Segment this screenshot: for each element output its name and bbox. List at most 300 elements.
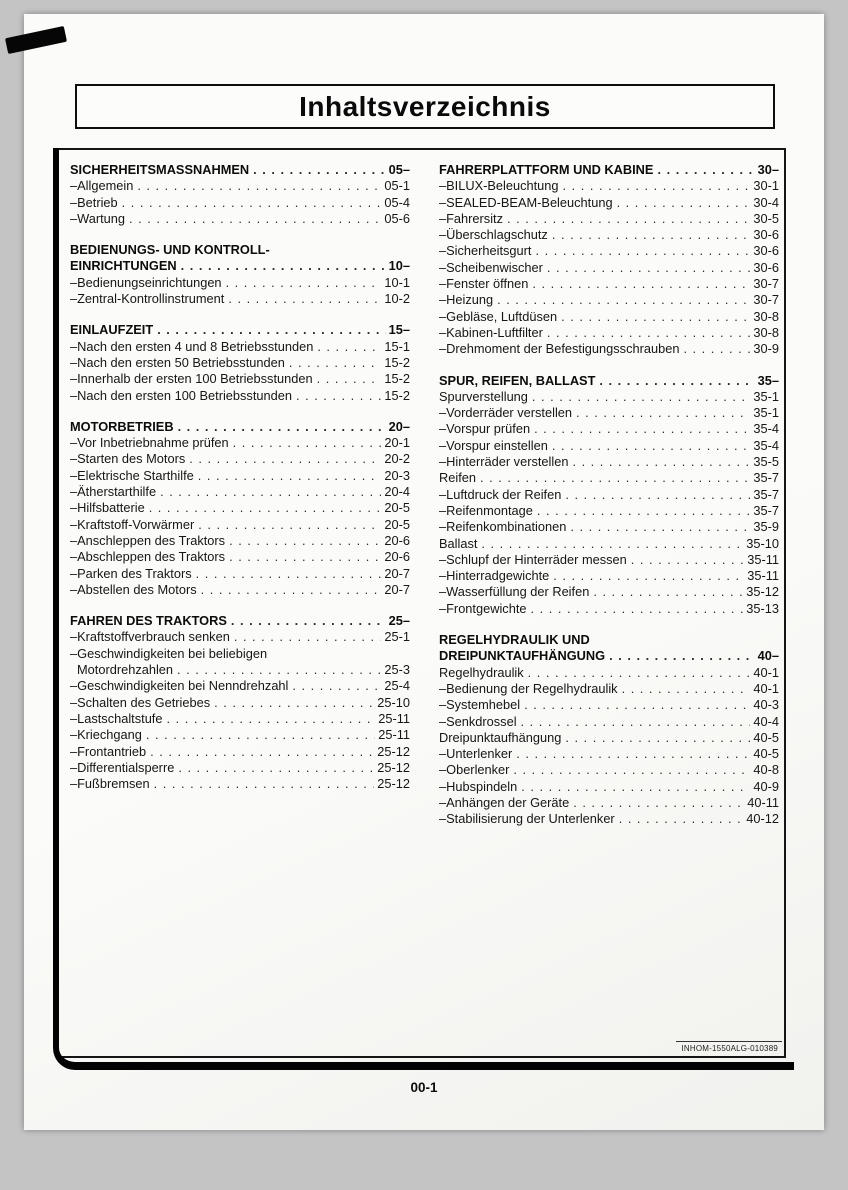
toc-entry-row: [439, 601, 779, 617]
dot-leader: [561, 309, 750, 325]
toc-page-ref: 30-6: [753, 243, 779, 259]
dot-leader: [552, 438, 751, 454]
toc-entry-row: [70, 371, 410, 387]
dot-leader: [226, 275, 382, 291]
dot-leader: [154, 776, 375, 792]
title-box: [75, 84, 775, 129]
dot-leader: [229, 533, 381, 549]
dot-leader: [201, 582, 382, 598]
toc-heading-row: [439, 648, 779, 664]
toc-label: Regelhydraulik: [439, 664, 524, 680]
toc-entry-row: [439, 470, 779, 486]
toc-entry-row: [439, 178, 779, 194]
toc-page-ref: 35-7: [753, 470, 779, 486]
toc-entry-row: [70, 711, 410, 727]
dot-leader: [631, 552, 744, 568]
toc-entry-row: [439, 276, 779, 292]
toc-label: –Bedienung der Regelhydraulik: [439, 680, 618, 696]
dot-leader: [622, 681, 751, 697]
toc-entry-row: [439, 665, 779, 681]
dot-leader: [177, 662, 381, 678]
toc-section: [439, 162, 779, 358]
dot-leader: [292, 678, 381, 694]
toc-page-ref: 25-11: [378, 710, 410, 726]
toc-label: SPUR, REIFEN, BALLAST: [439, 372, 596, 388]
toc-page-ref: 30-5: [753, 210, 779, 226]
dot-leader: [289, 355, 382, 371]
toc-label: –Anschleppen des Traktors: [70, 532, 226, 548]
toc-label: SICHERHEITSMASSNAHMEN: [70, 162, 250, 177]
toc-page-ref: 25-3: [384, 662, 410, 678]
toc-label: –Frontantrieb: [70, 743, 147, 759]
toc-entry-row: [70, 435, 410, 451]
toc-page-ref: 35-5: [753, 454, 779, 470]
toc-entry-row: [439, 389, 779, 405]
toc-heading-row: [70, 258, 410, 274]
toc-heading-row: [70, 322, 410, 338]
dot-leader: [137, 178, 381, 194]
toc-page-ref: 35-4: [753, 421, 779, 437]
toc-entry-row: [70, 566, 410, 582]
dot-leader: [122, 195, 382, 211]
toc-page-ref: 35-1: [753, 405, 779, 421]
dot-leader: [480, 470, 750, 486]
dot-leader: [214, 695, 374, 711]
dot-leader: [563, 178, 751, 194]
toc-page-ref: 20-5: [384, 516, 410, 532]
toc-section: [439, 373, 779, 617]
toc-entry-row: [439, 697, 779, 713]
dot-leader: [531, 601, 744, 617]
dot-leader: [178, 760, 374, 776]
toc-page-ref: 35-11: [747, 551, 779, 567]
dot-leader: [166, 711, 375, 727]
toc-label: –Ätherstarthilfe: [70, 484, 157, 500]
toc-label: BEDIENUNGS- UND KONTROLL-: [70, 242, 270, 258]
dot-leader: [231, 613, 386, 629]
toc-page-ref: 20-4: [384, 484, 410, 500]
toc-label: –Reifenkombinationen: [439, 519, 567, 535]
dot-leader: [552, 227, 751, 243]
toc-label: –Heizung: [439, 292, 494, 308]
toc-entry-row: [439, 292, 779, 308]
toc-page-ref: 20-1: [384, 435, 410, 451]
dot-leader: [181, 258, 386, 274]
toc-page-ref: 20-3: [384, 467, 410, 483]
toc-page-ref: 10-2: [384, 291, 410, 307]
toc-label: Motordrehzahlen: [77, 662, 174, 678]
toc-page-ref: 40-8: [753, 762, 779, 778]
dot-leader: [547, 260, 751, 276]
toc-entry-row: [70, 695, 410, 711]
toc-label: –Gebläse, Luftdüsen: [439, 308, 558, 324]
toc-label: –Vorderräder verstellen: [439, 405, 573, 421]
toc-page-ref: 30-7: [753, 292, 779, 308]
toc-label: –Zentral-Kontrollinstrument: [70, 291, 225, 307]
toc-label: –Anhängen der Geräte: [439, 794, 570, 810]
dot-leader: [609, 648, 755, 664]
toc-label: –Lastschaltstufe: [70, 710, 163, 726]
dot-leader: [573, 795, 744, 811]
toc-page-ref: 25-12: [377, 743, 410, 759]
toc-page-ref: 40-1: [753, 664, 779, 680]
toc-entry-row: [70, 629, 410, 645]
toc-label: –Allgemein: [70, 178, 134, 194]
toc-page-ref: 30-1: [753, 178, 779, 194]
toc-entry-row: [439, 260, 779, 276]
toc-label: REGELHYDRAULIK UND: [439, 632, 590, 648]
toc-entry-row: [70, 468, 410, 484]
toc-label: –Senkdrossel: [439, 713, 517, 729]
toc-label: –Abstellen des Motors: [70, 581, 197, 597]
toc-page-ref: 10-1: [384, 274, 410, 290]
toc-entry-row: [70, 727, 410, 743]
dot-leader: [532, 276, 750, 292]
toc-label: –Hilfsbatterie: [70, 500, 145, 516]
toc-label: –Überschlagschutz: [439, 227, 548, 243]
toc-entry-row: [439, 681, 779, 697]
toc-page-ref: 05-4: [384, 194, 410, 210]
toc-column: [439, 162, 779, 843]
footer-code: INHOM-1550ALG-010389: [676, 1041, 783, 1054]
toc-heading-row: [70, 242, 410, 258]
dot-leader: [576, 405, 750, 421]
toc-page-ref: 20-7: [384, 565, 410, 581]
toc-entry-row: [439, 536, 779, 552]
dot-leader: [572, 454, 750, 470]
toc-label: –Nach den ersten 100 Betriebsstunden: [70, 387, 292, 403]
toc-page-ref: 15-2: [384, 354, 410, 370]
toc-section: [70, 322, 410, 403]
toc-page-ref: 35-11: [747, 568, 779, 584]
dot-leader: [233, 435, 382, 451]
toc-page-ref: 40-9: [753, 778, 779, 794]
dot-leader: [535, 243, 750, 259]
toc-entry-row: [439, 730, 779, 746]
toc-page-ref: 40-5: [753, 746, 779, 762]
toc-label: –Betrieb: [70, 194, 118, 210]
dot-leader: [565, 730, 750, 746]
toc-entry-row: [439, 454, 779, 470]
toc-label: –Hinterräder verstellen: [439, 454, 569, 470]
dot-leader: [593, 584, 743, 600]
toc-label: Ballast: [439, 535, 478, 551]
toc-entry-row: [439, 746, 779, 762]
dot-leader: [565, 487, 750, 503]
dot-leader: [229, 549, 381, 565]
toc-entry-row: [70, 646, 410, 662]
dot-leader: [521, 714, 751, 730]
toc-entry-row: [439, 568, 779, 584]
toc-label: –Vorspur prüfen: [439, 421, 531, 437]
dot-leader: [513, 762, 750, 778]
toc-page-ref: 25-12: [377, 776, 410, 792]
toc-entry-row: [70, 195, 410, 211]
toc-page-ref: 30-8: [753, 324, 779, 340]
toc-label: –Geschwindigkeiten bei Nenndrehzahl: [70, 678, 289, 694]
toc-page-ref: 05-6: [384, 210, 410, 226]
dot-leader: [317, 371, 382, 387]
toc-entry-row: [70, 355, 410, 371]
toc-section: [70, 162, 410, 227]
toc-entry-row: [70, 678, 410, 694]
dot-leader: [178, 419, 386, 435]
toc-page-ref: 40-11: [747, 794, 779, 810]
page-title: Inhaltsverzeichnis: [299, 90, 551, 122]
toc-entry-row: [439, 811, 779, 827]
toc-page-ref: 15-1: [384, 338, 410, 354]
toc-page-ref: 35-9: [753, 519, 779, 535]
toc-label: EINLAUFZEIT: [70, 322, 154, 338]
toc-entry-row: [70, 211, 410, 227]
toc-page-ref: 15-2: [384, 387, 410, 403]
toc-page-ref: 35–: [757, 372, 779, 388]
toc-label: –Frontgewichte: [439, 600, 527, 616]
toc-page-ref: 25-4: [384, 678, 410, 694]
toc-columns: [59, 150, 784, 843]
toc-heading-row: [70, 162, 410, 178]
toc-entry-row: [70, 484, 410, 500]
toc-page-ref: 25-10: [377, 694, 410, 710]
toc-section: [70, 242, 410, 307]
toc-entry-row: [439, 487, 779, 503]
toc-page-ref: 40–: [757, 648, 779, 664]
toc-page-ref: 40-4: [753, 713, 779, 729]
dot-leader: [149, 500, 382, 516]
dot-leader: [521, 779, 750, 795]
toc-entry-row: [70, 178, 410, 194]
toc-entry-row: [70, 388, 410, 404]
toc-entry-row: [70, 533, 410, 549]
toc-entry-row: [439, 405, 779, 421]
toc-frame: [57, 148, 786, 1058]
toc-label: MOTORBETRIEB: [70, 418, 174, 434]
dot-leader: [528, 665, 751, 681]
toc-entry-row: [439, 552, 779, 568]
toc-page-ref: 20-5: [384, 500, 410, 516]
toc-entry-row: [439, 714, 779, 730]
toc-entry-row: [70, 582, 410, 598]
dot-leader: [228, 291, 381, 307]
toc-page-ref: 35-7: [753, 502, 779, 518]
toc-label: –Scheibenwischer: [439, 259, 543, 275]
toc-page-ref: 35-4: [753, 437, 779, 453]
toc-page-ref: 30-8: [753, 308, 779, 324]
toc-entry-row: [439, 195, 779, 211]
toc-page-ref: 30-9: [753, 341, 779, 357]
toc-entry-row: [439, 503, 779, 519]
toc-page-ref: 30-6: [753, 227, 779, 243]
toc-entry-row: [439, 421, 779, 437]
dot-leader: [534, 421, 750, 437]
toc-label: –Nach den ersten 4 und 8 Betriebsstunden: [70, 338, 314, 354]
toc-entry-row: [439, 309, 779, 325]
toc-page-ref: 05–: [388, 162, 410, 177]
toc-label: –Drehmoment der Befestigungsschrauben: [439, 341, 680, 357]
toc-entry-row: [439, 325, 779, 341]
dot-leader: [683, 341, 750, 357]
toc-label: –Kraftstoff-Vorwärmer: [70, 516, 195, 532]
toc-label: –Vor Inbetriebnahme prüfen: [70, 435, 229, 451]
toc-entry-row: [70, 760, 410, 776]
toc-label: DREIPUNKTAUFHÄNGUNG: [439, 648, 606, 664]
toc-page-ref: 40-1: [753, 680, 779, 696]
dot-leader: [619, 811, 744, 827]
toc-page-ref: 30-6: [753, 259, 779, 275]
toc-label: –Wasserfüllung der Reifen: [439, 584, 590, 600]
dot-leader: [599, 373, 754, 389]
dot-leader: [317, 339, 381, 355]
toc-page-ref: 30–: [757, 162, 779, 177]
toc-page-ref: 05-1: [384, 178, 410, 194]
dot-leader: [617, 195, 751, 211]
toc-page-ref: 20-7: [384, 581, 410, 597]
toc-entry-row: [439, 227, 779, 243]
toc-page-ref: 20-6: [384, 532, 410, 548]
toc-entry-row: [70, 275, 410, 291]
toc-label: FAHREN DES TRAKTORS: [70, 613, 227, 629]
dot-leader: [129, 211, 381, 227]
toc-label: –Geschwindigkeiten bei beliebigen: [70, 645, 268, 661]
toc-label: –Sicherheitsgurt: [439, 243, 532, 259]
dot-leader: [160, 484, 381, 500]
toc-heading-row: [439, 373, 779, 389]
toc-page-ref: 15-2: [384, 371, 410, 387]
toc-page-ref: 25-12: [377, 759, 410, 775]
dot-leader: [157, 322, 385, 338]
toc-label: –Kabinen-Luftfilter: [439, 324, 543, 340]
toc-label: –BILUX-Beleuchtung: [439, 178, 559, 194]
toc-page-ref: 35-1: [753, 388, 779, 404]
dot-leader: [296, 388, 381, 404]
toc-label: –Innerhalb der ersten 100 Betriebsstunden: [70, 371, 313, 387]
dot-leader: [570, 519, 750, 535]
toc-label: –Fenster öffnen: [439, 276, 529, 292]
toc-entry-row: [439, 762, 779, 778]
toc-entry-row: [70, 500, 410, 516]
toc-page-ref: 20-2: [384, 451, 410, 467]
toc-label: –Fahrersitz: [439, 210, 504, 226]
toc-entry-row: [439, 243, 779, 259]
toc-heading-row: [439, 162, 779, 178]
dot-leader: [481, 536, 743, 552]
toc-entry-row: [70, 744, 410, 760]
toc-label: Reifen: [439, 470, 476, 486]
toc-label: Dreipunktaufhängung: [439, 729, 562, 745]
toc-label: –Bedienungseinrichtungen: [70, 274, 222, 290]
dot-leader: [507, 211, 750, 227]
toc-label: –Reifenmontage: [439, 502, 533, 518]
toc-label: Spurverstellung: [439, 388, 528, 404]
toc-label: –Wartung: [70, 210, 126, 226]
toc-page-ref: 10–: [388, 258, 410, 274]
toc-label: –Hubspindeln: [439, 778, 518, 794]
toc-entry-row: [439, 795, 779, 811]
toc-page-ref: 20–: [388, 418, 410, 434]
scan-artifact-mark: [5, 26, 67, 54]
toc-entry-row: [439, 341, 779, 357]
dot-leader: [189, 451, 381, 467]
toc-label: –Luftdruck der Reifen: [439, 486, 562, 502]
toc-entry-row: [70, 662, 410, 678]
toc-label: –Stabilisierung der Unterlenker: [439, 811, 615, 827]
toc-heading-row: [70, 419, 410, 435]
toc-heading-row: [439, 632, 779, 648]
toc-entry-row: [70, 517, 410, 533]
toc-column: [70, 162, 410, 843]
toc-label: –Schalten des Getriebes: [70, 694, 211, 710]
toc-label: –SEALED-BEAM-Beleuchtung: [439, 194, 613, 210]
toc-entry-row: [439, 211, 779, 227]
dot-leader: [657, 162, 754, 178]
toc-page-ref: 25-1: [384, 629, 410, 645]
toc-heading-row: [70, 613, 410, 629]
dot-leader: [234, 629, 382, 645]
toc-label: –Kriechgang: [70, 727, 142, 743]
toc-label: –Parken des Traktors: [70, 565, 192, 581]
toc-label: –Hinterradgewichte: [439, 568, 550, 584]
toc-page-ref: 25–: [388, 613, 410, 629]
toc-entry-row: [70, 776, 410, 792]
toc-label: –Abschleppen des Traktors: [70, 549, 226, 565]
toc-page-ref: 30-7: [753, 276, 779, 292]
toc-page-ref: 35-7: [753, 486, 779, 502]
paper: [24, 14, 824, 1130]
toc-label: –Nach den ersten 50 Betriebsstunden: [70, 354, 285, 370]
dot-leader: [516, 746, 750, 762]
toc-label: EINRICHTUNGEN: [70, 258, 177, 274]
toc-section: [439, 632, 779, 828]
toc-label: –Vorspur einstellen: [439, 437, 548, 453]
toc-page-ref: 30-4: [753, 194, 779, 210]
page-number: 00-1: [410, 1080, 438, 1095]
dot-leader: [150, 744, 374, 760]
toc-entry-row: [439, 438, 779, 454]
toc-page-ref: 35-12: [746, 584, 779, 600]
toc-entry-row: [70, 339, 410, 355]
dot-leader: [547, 325, 751, 341]
toc-entry-row: [439, 584, 779, 600]
dot-leader: [198, 517, 381, 533]
toc-page-ref: 15–: [388, 322, 410, 338]
dot-leader: [553, 568, 744, 584]
toc-label: FAHRERPLATTFORM UND KABINE: [439, 162, 654, 177]
toc-page-ref: 40-3: [753, 697, 779, 713]
toc-label: –Starten des Motors: [70, 451, 186, 467]
toc-entry-row: [70, 451, 410, 467]
dot-leader: [524, 697, 750, 713]
dot-leader: [537, 503, 750, 519]
toc-label: –Schlupf der Hinterräder messen: [439, 551, 627, 567]
dot-leader: [196, 566, 382, 582]
toc-label: –Unterlenker: [439, 746, 513, 762]
toc-entry-row: [70, 549, 410, 565]
toc-label: –Kraftstoffverbrauch senken: [70, 629, 230, 645]
toc-page-ref: 40-5: [753, 729, 779, 745]
toc-entry-row: [70, 291, 410, 307]
dot-leader: [532, 389, 750, 405]
dot-leader: [146, 727, 375, 743]
dot-leader: [497, 292, 750, 308]
toc-page-ref: 25-11: [378, 727, 410, 743]
toc-entry-row: [439, 519, 779, 535]
toc-label: –Differentialsperre: [70, 759, 175, 775]
toc-page-ref: 35-10: [746, 535, 779, 551]
toc-label: –Systemhebel: [439, 697, 521, 713]
toc-page-ref: 35-13: [746, 600, 779, 616]
toc-label: –Oberlenker: [439, 762, 510, 778]
toc-label: –Fußbremsen: [70, 776, 150, 792]
